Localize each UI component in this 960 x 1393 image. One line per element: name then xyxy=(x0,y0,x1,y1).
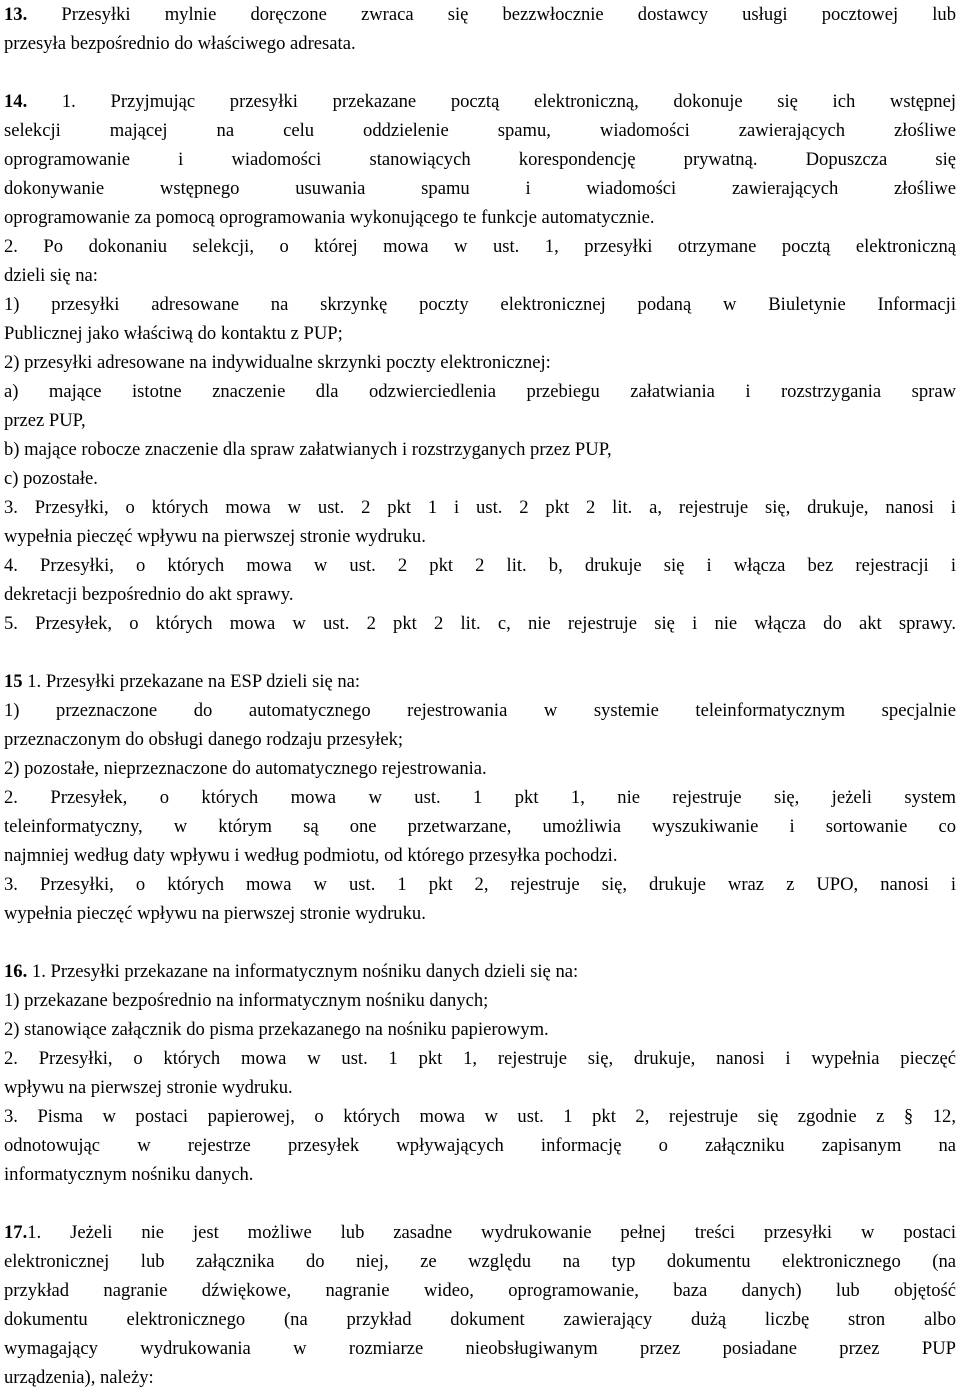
text-line xyxy=(4,319,956,348)
text-line xyxy=(4,609,956,638)
text-line xyxy=(4,406,956,435)
line-text: wymagający wydrukowania w rozmiarze nieobsługiwanym przez posiadane przez PUP xyxy=(4,1338,956,1359)
line-text: odnotowując w rejestrze przesyłek wpływających informację o załączniku zapisanym na xyxy=(4,1135,956,1156)
line-text: 5. Przesyłek, o których mowa w ust. 2 pkt 2 lit. c, nie rejestruje się i nie włącza do akt sprawy. xyxy=(4,613,956,634)
text-line xyxy=(4,145,956,174)
text-line xyxy=(4,1102,956,1131)
text-line xyxy=(4,232,956,261)
text-line xyxy=(4,87,956,116)
line-text: 3. Pisma w postaci papierowej, o których mowa w ust. 1 pkt 2, rejestruje się zgodnie z § 12, xyxy=(4,1106,956,1127)
line-text: wypełnia pieczęć wpływu na pierwszej stronie wydruku. xyxy=(4,526,426,547)
text-line xyxy=(4,580,956,609)
text-line xyxy=(4,899,956,928)
line-text: Publicznej jako właściwą do kontaktu z PUP; xyxy=(4,323,343,344)
text-line xyxy=(4,116,956,145)
line-text: Przesyłki mylnie doręczone zwraca się bezzwłocznie dostawcy usługi pocztowej lub xyxy=(27,4,956,25)
text-line xyxy=(4,841,956,870)
text-line xyxy=(4,1218,956,1247)
line-text: wypełnia pieczęć wpływu na pierwszej stronie wydruku. xyxy=(4,903,426,924)
text-line xyxy=(4,1305,956,1334)
line-text: elektronicznej lub załącznika do niej, ze względu na typ dokumentu elektronicznego (na xyxy=(4,1251,956,1272)
text-line xyxy=(4,0,956,29)
line-text: urządzenia), należy: xyxy=(4,1367,154,1388)
line-text: dzieli się na: xyxy=(4,265,98,286)
line-text: 2. Po dokonaniu selekcji, o której mowa w ust. 1, przesyłki otrzymane pocztą elektroniczną xyxy=(4,236,956,257)
text-line xyxy=(4,1073,956,1102)
line-text: 1. Jeżeli nie jest możliwe lub zasadne wydrukowanie pełnej treści przesyłki w postaci xyxy=(27,1222,956,1243)
blank-line xyxy=(4,928,956,957)
section-number: 17. xyxy=(4,1222,28,1243)
text-line xyxy=(4,696,956,725)
text-line xyxy=(4,986,956,1015)
line-text: dokumentu elektronicznego (na przykład dokument zawierający dużą liczbę stron albo xyxy=(4,1309,956,1330)
line-text: 1. Przesyłki przekazane na ESP dzieli się na: xyxy=(22,671,361,692)
line-text: selekcji mającej na celu oddzielenie spamu, wiadomości zawierających złośliwe xyxy=(4,120,956,141)
text-line xyxy=(4,812,956,841)
line-text: przykład nagranie dźwiękowe, nagranie wideo, oprogramowanie, baza danych) lub objętość xyxy=(4,1280,956,1301)
line-text: b) mające robocze znaczenie dla spraw załatwianych i rozstrzyganych przez PUP, xyxy=(4,439,612,460)
text-line xyxy=(4,174,956,203)
line-text: 3. Przesyłki, o których mowa w ust. 2 pkt 1 i ust. 2 pkt 2 lit. a, rejestruje się, drukuje, nanosi i xyxy=(4,497,956,518)
line-text: 1) przesyłki adresowane na skrzynkę poczty elektronicznej podaną w Biuletynie Informacji xyxy=(4,294,956,315)
line-text: 1) przeznaczone do automatycznego rejestrowania w systemie teleinformatycznym specjalnie xyxy=(4,700,956,721)
text-line xyxy=(4,1334,956,1363)
text-line xyxy=(4,522,956,551)
line-text: 1. Przesyłki przekazane na informatycznym nośniku danych dzieli się na: xyxy=(27,961,579,982)
text-line xyxy=(4,667,956,696)
text-line xyxy=(4,377,956,406)
section-number: 15 xyxy=(4,671,23,692)
line-text: 2) przesyłki adresowane na indywidualne skrzynki poczty elektronicznej: xyxy=(4,352,551,373)
text-line xyxy=(4,1247,956,1276)
line-text: dokonywanie wstępnego usuwania spamu i wiadomości zawierających złośliwe xyxy=(4,178,956,199)
line-text: przez PUP, xyxy=(4,410,86,431)
line-text: wpływu na pierwszej stronie wydruku. xyxy=(4,1077,293,1098)
line-text: 2) stanowiące załącznik do pisma przekazanego na nośniku papierowym. xyxy=(4,1019,549,1040)
text-line xyxy=(4,493,956,522)
line-text: informatycznym nośniku danych. xyxy=(4,1164,254,1185)
text-line xyxy=(4,29,956,58)
text-line xyxy=(4,1131,956,1160)
text-line xyxy=(4,870,956,899)
line-text: 2) pozostałe, nieprzeznaczone do automatycznego rejestrowania. xyxy=(4,758,487,779)
line-text: a) mające istotne znaczenie dla odzwierciedlenia przebiegu załatwiania i rozstrzygania spraw xyxy=(4,381,956,402)
line-text: 3. Przesyłki, o których mowa w ust. 1 pkt 2, rejestruje się, drukuje wraz z UPO, nanosi i xyxy=(4,874,956,895)
text-line xyxy=(4,1044,956,1073)
section-number: 13. xyxy=(4,4,28,25)
text-line xyxy=(4,957,956,986)
line-text: 2. Przesyłki, o których mowa w ust. 1 pkt 1, rejestruje się, drukuje, nanosi i wypełnia pieczęć xyxy=(4,1048,956,1069)
line-text: oprogramowanie i wiadomości stanowiących korespondencję prywatną. Dopuszcza się xyxy=(4,149,956,170)
line-text: 4. Przesyłki, o których mowa w ust. 2 pkt 2 lit. b, drukuje się i włącza bez rejestracji i xyxy=(4,555,956,576)
line-text: 1. Przyjmując przesyłki przekazane pocztą elektroniczną, dokonuje się ich wstępnej xyxy=(27,91,956,112)
text-line xyxy=(4,464,956,493)
section-number: 14. xyxy=(4,91,28,112)
section-number: 16. xyxy=(4,961,28,982)
line-text: przesyła bezpośrednio do właściwego adresata. xyxy=(4,33,356,54)
line-text: przeznaczonym do obsługi danego rodzaju przesyłek; xyxy=(4,729,404,750)
text-line xyxy=(4,754,956,783)
line-text: 2. Przesyłek, o których mowa w ust. 1 pkt 1, nie rejestruje się, jeżeli system xyxy=(4,787,956,808)
text-line xyxy=(4,261,956,290)
text-line xyxy=(4,725,956,754)
line-text: teleinformatyczny, w którym są one przetwarzane, umożliwia wyszukiwanie i sortowanie co xyxy=(4,816,956,837)
text-line xyxy=(4,203,956,232)
text-line xyxy=(4,1276,956,1305)
text-line xyxy=(4,1015,956,1044)
blank-line xyxy=(4,638,956,667)
text-line xyxy=(4,290,956,319)
text-line xyxy=(4,348,956,377)
text-line xyxy=(4,435,956,464)
blank-line xyxy=(4,1189,956,1218)
line-text: 1) przekazane bezpośrednio na informatycznym nośniku danych; xyxy=(4,990,489,1011)
blank-line xyxy=(4,58,956,87)
line-text: c) pozostałe. xyxy=(4,468,98,489)
line-text: dekretacji bezpośrednio do akt sprawy. xyxy=(4,584,294,605)
text-line xyxy=(4,551,956,580)
text-line xyxy=(4,783,956,812)
line-text: oprogramowanie za pomocą oprogramowania wykonującego te funkcje automatycznie. xyxy=(4,207,655,228)
text-line xyxy=(4,1363,956,1392)
text-line xyxy=(4,1160,956,1189)
line-text: najmniej według daty wpływu i według podmiotu, od którego przesyłka pochodzi. xyxy=(4,845,618,866)
